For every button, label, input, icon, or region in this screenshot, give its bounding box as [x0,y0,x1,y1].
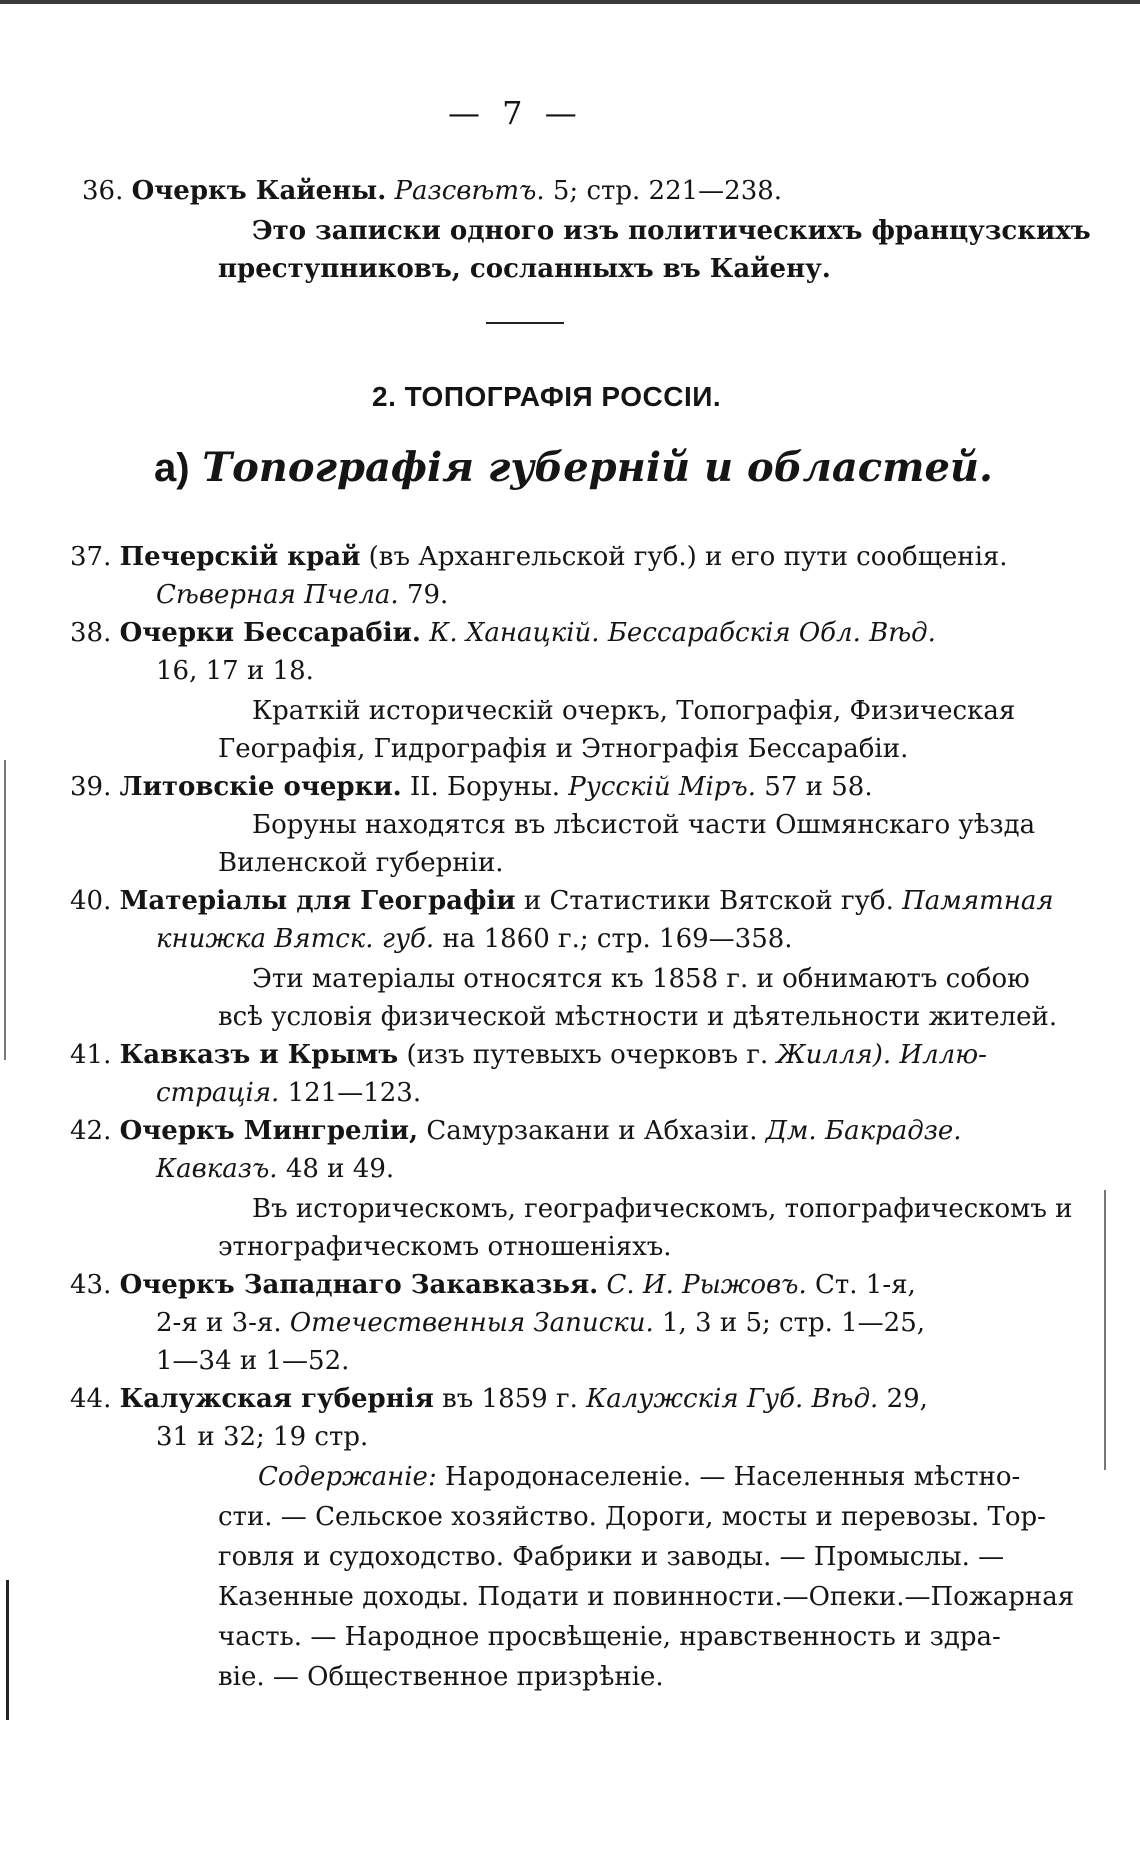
entry-title: Очеркъ Западнаго Закавказья. [119,1270,599,1300]
entry-number: 38. [70,618,112,648]
entry-text: II. Боруны. [409,772,561,802]
entry-42 [70,1114,962,1148]
scan-edge-right [1104,1190,1106,1470]
entry-source: Отечественныя Записки. [289,1308,654,1338]
entry-ref-cont: 1, 3 и 5; стр. 1—25, [661,1308,926,1338]
subsection-heading [154,444,993,492]
entry-ref: 48 и 49. [285,1154,395,1184]
entry-title: Калужская губернія [119,1384,434,1414]
entry-43-line-3: 1—34 и 1—52. [156,1346,350,1376]
entry-37 [70,540,1008,574]
entry-38-desc-2: Географія, Гидрографія и Этнографія Бессарабіи. [218,734,909,764]
entry-author: К. Ханацкій. [429,618,600,648]
entry-39-desc-1: Боруны находятся въ лѣсистой части Ошмянскаго уѣзда [252,810,1036,840]
entry-number: 44. [70,1384,112,1414]
entry-ref: 57 и 58. [764,772,873,802]
entry-43-line-2 [156,1306,925,1340]
entry-44-ref: 31 и 32; 19 стр. [156,1422,369,1452]
entry-title: Очерки Бессарабіи. [119,618,421,648]
entry-42-desc-1: Въ историческомъ, географическомъ, топографическомъ и [252,1194,1073,1224]
entry-43 [70,1268,916,1302]
entry-source: Иллю- [899,1040,987,1070]
entry-ref: 2-я и 3-я. [156,1308,282,1338]
entry-38-desc-1: Краткій историческій очеркъ, Топографія, Физическая [252,696,1016,726]
contents-label: Содержаніе: [258,1462,437,1492]
entry-author: Дм. Бакрадзе. [765,1116,962,1146]
scan-edge-left [4,760,6,1060]
contents-text: Народонаселеніе. — Населенныя мѣстно- [444,1462,1021,1492]
entry-44-contents-4: Казенные доходы. Подати и повинности.—Опеки.—Пожарная [218,1582,1075,1612]
entry-39 [70,770,873,804]
entry-number: 40. [70,886,112,916]
entry-ref: 5; стр. 221—238. [552,176,783,206]
entry-title: Очеркъ Мингреліи, [119,1116,419,1146]
entry-42-desc-2: этнографическомъ отношеніяхъ. [218,1232,672,1262]
entry-44 [70,1382,928,1416]
entry-title: Литовскіе очерки. [119,772,402,802]
entry-title: Матеріалы для Географіи [119,886,516,916]
entry-text: и Статистики Вятской губ. [523,886,894,916]
entry-36 [82,174,782,208]
entry-ref: 29, [886,1384,928,1414]
entry-number: 43. [70,1270,112,1300]
subsection-mark: а) [154,446,190,490]
entry-44-contents-1 [258,1460,1020,1494]
entry-ref: 121—123. [287,1078,422,1108]
entry-41-source-line [156,1076,421,1110]
page-number: — 7 — [448,94,583,132]
entry-ref: на 1860 г.; стр. 169—358. [442,924,793,954]
entry-44-contents-6: віе. — Общественное призрѣніе. [218,1662,664,1692]
entry-title: Печерскій край [119,542,361,572]
entry-text: (изъ путевыхъ очерковъ г. [406,1040,769,1070]
entry-44-contents-2: сти. — Сельское хозяйство. Дороги, мосты и перевозы. Тор- [218,1502,1046,1532]
entry-number: 41. [70,1040,112,1070]
entry-36-desc-1: Это записки одного изъ политическихъ французскихъ [252,216,1091,246]
entry-41 [70,1038,987,1072]
entry-source: Бессарабскія Обл. Вѣд. [607,618,936,648]
scan-edge-left-dark [6,1580,9,1720]
entry-text: (въ Архангельской губ.) и его пути сообщенія. [368,542,1008,572]
entry-number: 37. [70,542,112,572]
entry-author: С. И. Рыжовъ. [606,1270,807,1300]
entry-author: Жилля). [776,1040,892,1070]
entry-source: Русскій Міръ. [568,772,757,802]
entry-40-desc-2: всѣ условія физической мѣстности и дѣятельности жителей. [218,1002,1058,1032]
entry-number: 39. [70,772,112,802]
entry-source: Калужскія Губ. Вѣд. [586,1384,879,1414]
entry-40-desc-1: Эти матеріалы относятся къ 1858 г. и обнимаютъ собою [252,964,1030,994]
entry-ref: 79. [406,580,449,610]
entry-source: Сѣверная Пчела. [156,580,399,610]
entry-42-source-line [156,1152,394,1186]
scan-edge-top [0,0,1140,4]
entry-title: Очеркъ Кайены. [131,176,387,206]
entry-number: 42. [70,1116,112,1146]
entry-ref: Ст. 1-я, [814,1270,916,1300]
entry-source: Памятная [902,886,1054,916]
entry-38-ref: 16, 17 и 18. [156,656,314,686]
entry-number: 36. [82,176,124,206]
entry-source: Кавказъ. [156,1154,278,1184]
entry-40-source-line [156,922,793,956]
section-divider [486,322,564,324]
entry-text: въ 1859 г. [442,1384,578,1414]
entry-38 [70,616,936,650]
subsection-title: Топографія губерній и областей. [202,444,993,491]
entry-44-contents-5: часть. — Народное просвѣщеніе, нравственность и здра- [218,1622,1001,1652]
entry-39-desc-2: Виленской губерніи. [218,848,504,878]
entry-source-cont: страція. [156,1078,280,1108]
entry-text: Самурзакани и Абхазіи. [426,1116,758,1146]
entry-source-cont: книжка Вятск. губ. [156,924,435,954]
entry-37-source-line [156,578,448,612]
section-heading: 2. ТОПОГРАФІЯ РОССІИ. [372,381,722,412]
entry-36-desc-2: преступниковъ, сосланныхъ въ Кайену. [218,254,831,284]
entry-44-contents-3: говля и судоходство. Фабрики и заводы. — Промыслы. — [218,1542,1005,1572]
entry-source: Разсвѣтъ. [394,176,545,206]
entry-40 [70,884,1054,918]
entry-title: Кавказъ и Крымъ [119,1040,399,1070]
